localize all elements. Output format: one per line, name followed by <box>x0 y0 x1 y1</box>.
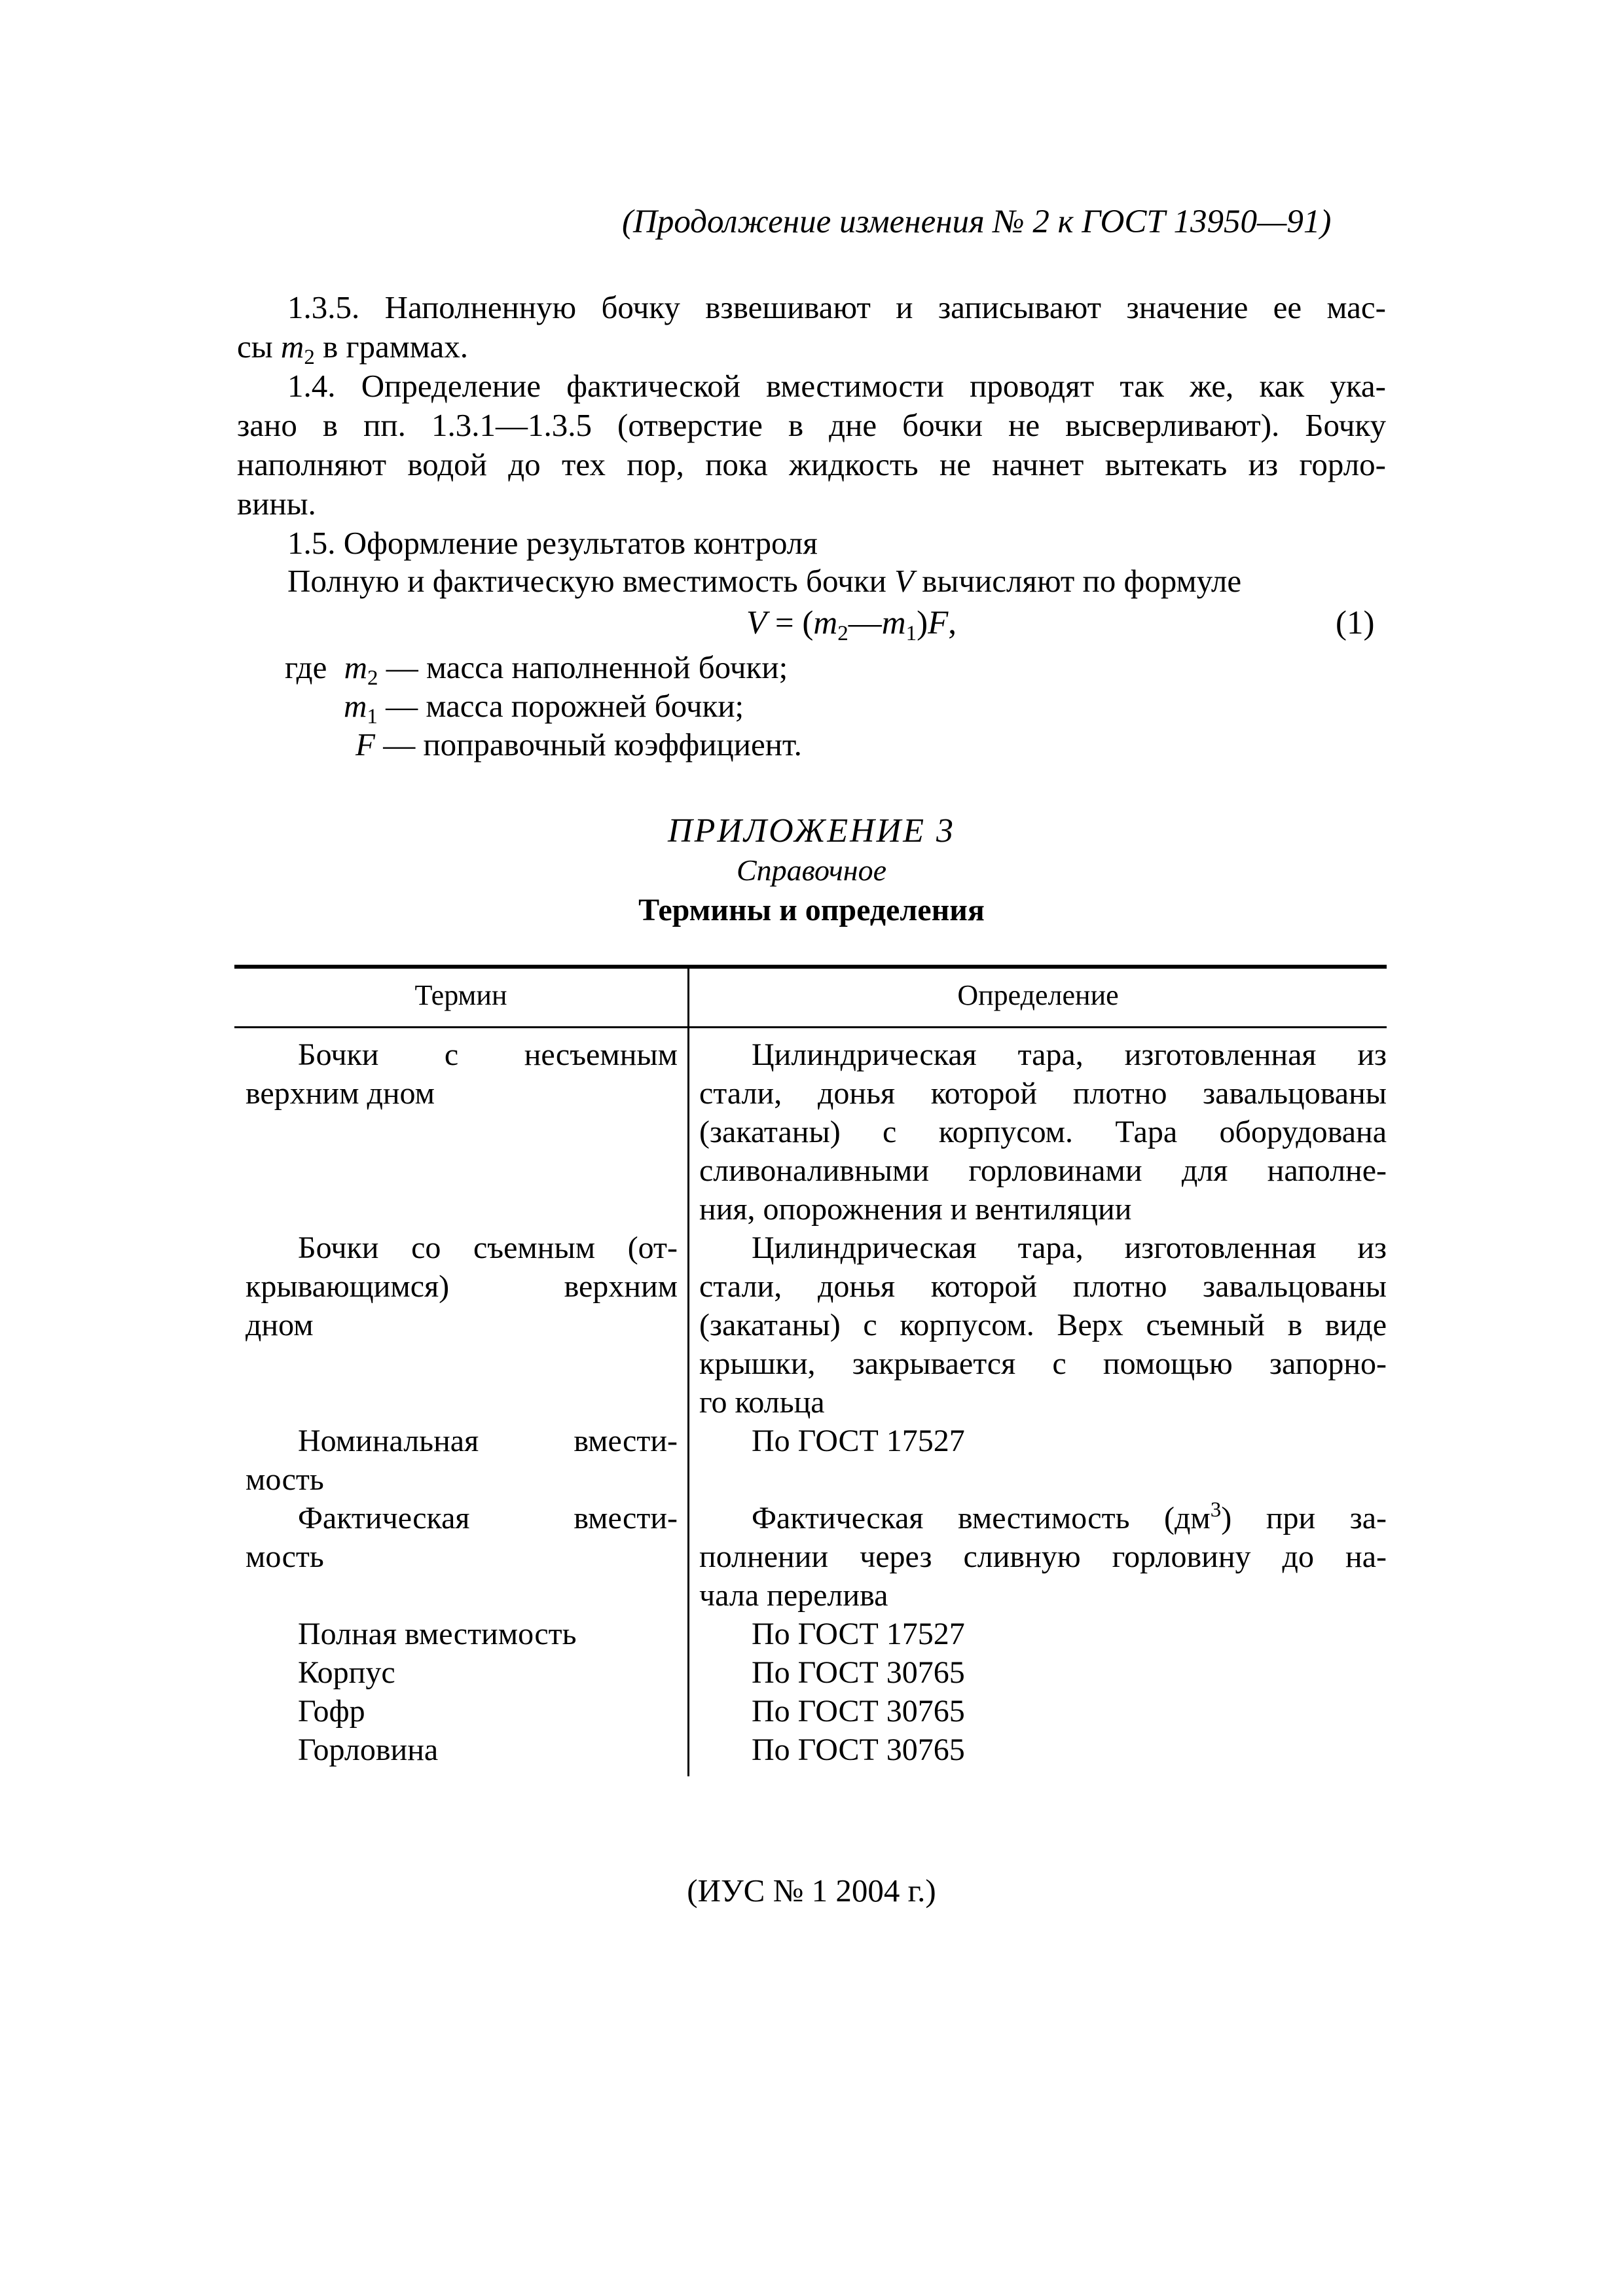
paragraph-line: зано в пп. 1.3.1—1.3.5 (отверстие в дне бочки не высверливают). Бочку <box>237 407 1386 443</box>
cell-line: Полная вместимость <box>298 1617 577 1651</box>
cell-line: стали, донья которой плотно завальцованы <box>699 1269 1387 1304</box>
table-column-divider <box>687 967 689 1776</box>
cell-line: По ГОСТ 30765 <box>752 1732 965 1767</box>
table-header-definition: Определение <box>957 979 1119 1011</box>
where-lead: где <box>285 649 327 685</box>
formula-intro <box>237 562 1386 601</box>
text: ) при за- <box>1221 1501 1387 1535</box>
table-cell-term <box>246 1035 678 1113</box>
cell-line: го кольца <box>699 1385 825 1420</box>
text: Полную и фактическую вместимость бочки <box>287 563 895 599</box>
footer-ius: (ИУС № 1 2004 г.) <box>687 1873 936 1909</box>
cell-line: Фактическая вмести- <box>298 1501 678 1535</box>
math-operator: ) <box>917 605 928 641</box>
math-symbol: V <box>894 563 915 599</box>
math-operator: — <box>848 605 882 641</box>
table-cell-definition <box>699 1499 1387 1615</box>
cell-line: По ГОСТ 30765 <box>752 1694 965 1729</box>
cell-line: мость <box>246 1462 324 1497</box>
appendix-title: ПРИЛОЖЕНИЕ 3 <box>668 812 955 850</box>
cell-line: стали, донья которой плотно завальцованы <box>699 1076 1387 1111</box>
table-cell-definition <box>699 1653 1387 1692</box>
subscript: 1 <box>905 622 917 645</box>
cell-line: верхним дном <box>246 1076 435 1111</box>
cell-line: мость <box>246 1539 324 1574</box>
math-symbol: F <box>356 726 375 762</box>
where-row <box>344 687 744 726</box>
table-cell-term <box>246 1422 678 1499</box>
subscript: 2 <box>304 346 315 369</box>
paragraph-1-4 <box>237 367 1386 524</box>
cell-line: (закатаны) с корпусом. Тара оборудована <box>699 1115 1387 1149</box>
formula <box>746 604 957 645</box>
paragraph-line: 1.3.5. Наполненную бочку взвешивают и записывают значение ее мас- <box>287 289 1386 325</box>
table-cell-definition <box>699 1229 1387 1422</box>
cell-line: Корпус <box>298 1655 395 1690</box>
appendix-subtitle: Справочное <box>736 853 887 887</box>
formula-number: (1) <box>1336 605 1375 641</box>
cell-line: По ГОСТ 17527 <box>752 1424 965 1458</box>
table-cell-definition <box>699 1731 1387 1769</box>
paragraph-line: наполняют водой до тех пор, пока жидкость не начнет вытекать из горло- <box>237 446 1386 482</box>
text: в граммах. <box>314 329 468 365</box>
cell-line: дном <box>246 1308 314 1342</box>
paragraph-1-5: 1.5. Оформление результатов контроля <box>287 525 818 561</box>
cell-line: Номинальная вмести- <box>298 1424 678 1458</box>
table-cell-term <box>246 1615 678 1653</box>
table-cell-definition <box>699 1422 1387 1460</box>
math-symbol: m <box>280 329 304 365</box>
math-symbol: F <box>928 605 949 641</box>
cell-line: крывающимся) верхним <box>246 1269 678 1304</box>
math-symbol: m <box>881 605 906 641</box>
cell-line: Бочки с несъемным <box>298 1037 678 1072</box>
cell-line: По ГОСТ 30765 <box>752 1655 965 1690</box>
text: сы <box>237 329 281 365</box>
table-cell-definition <box>699 1692 1387 1731</box>
text: Фактическая вместимость (дм <box>752 1501 1211 1535</box>
cell-line: По ГОСТ 17527 <box>752 1617 965 1651</box>
where-row <box>285 648 788 690</box>
table-cell-definition <box>699 1615 1387 1653</box>
cell-line: чала перелива <box>699 1578 888 1613</box>
paragraph-line <box>237 327 1386 367</box>
text: вычисляют по формуле <box>914 563 1242 599</box>
cell-line: Цилиндрическая тара, изготовленная из <box>752 1037 1387 1072</box>
math-symbol: V <box>746 605 767 641</box>
paragraph-line: 1.4. Определение фактической вместимости проводят так же, как ука- <box>287 368 1386 404</box>
cell-line: (закатаны) с корпусом. Верх съемный в виде <box>699 1308 1387 1342</box>
running-header: (Продолжение изменения № 2 к ГОСТ 13950—91) <box>622 204 1332 240</box>
math-operator: , <box>948 605 957 641</box>
where-text: — поправочный коэффициент. <box>374 726 802 762</box>
table-header-term: Термин <box>414 979 507 1011</box>
cell-line: полнении через сливную горловину до на- <box>699 1539 1387 1574</box>
cell-line: Бочки со съемным (от- <box>298 1230 678 1265</box>
table-cell-term <box>246 1692 678 1731</box>
table-cell-definition <box>699 1035 1387 1229</box>
cell-line: сливоналивными горловинами для наполне- <box>699 1153 1387 1188</box>
table-cell-term <box>246 1653 678 1692</box>
where-text: — масса наполненной бочки; <box>378 649 788 685</box>
cell-line: Гофр <box>298 1694 365 1729</box>
subscript: 2 <box>837 622 848 645</box>
table-cell-term <box>246 1731 678 1769</box>
appendix-heading: Термины и определения <box>638 893 985 927</box>
paragraph-1-3-5 <box>237 288 1386 367</box>
table-header-rule <box>234 1026 1387 1028</box>
table-cell-term <box>246 1499 678 1576</box>
table-cell-term <box>246 1229 678 1344</box>
cell-line: Цилиндрическая тара, изготовленная из <box>752 1230 1387 1265</box>
table-top-rule <box>234 965 1387 969</box>
math-symbol: m <box>344 649 367 685</box>
subscript: 1 <box>367 705 378 728</box>
cell-line <box>699 1499 1387 1537</box>
superscript: 3 <box>1210 1498 1222 1522</box>
cell-line: крышки, закрывается с помощью запорно- <box>699 1346 1387 1381</box>
subscript: 2 <box>367 666 378 690</box>
cell-line: ния, опорожнения и вентиляции <box>699 1192 1132 1227</box>
paragraph-line: вины. <box>237 486 316 522</box>
math-operator: = ( <box>767 605 814 641</box>
math-symbol: m <box>344 688 367 724</box>
cell-line: Горловина <box>298 1732 439 1767</box>
math-symbol: m <box>813 605 838 641</box>
where-text: — масса порожней бочки; <box>377 688 744 724</box>
where-row <box>356 725 802 764</box>
